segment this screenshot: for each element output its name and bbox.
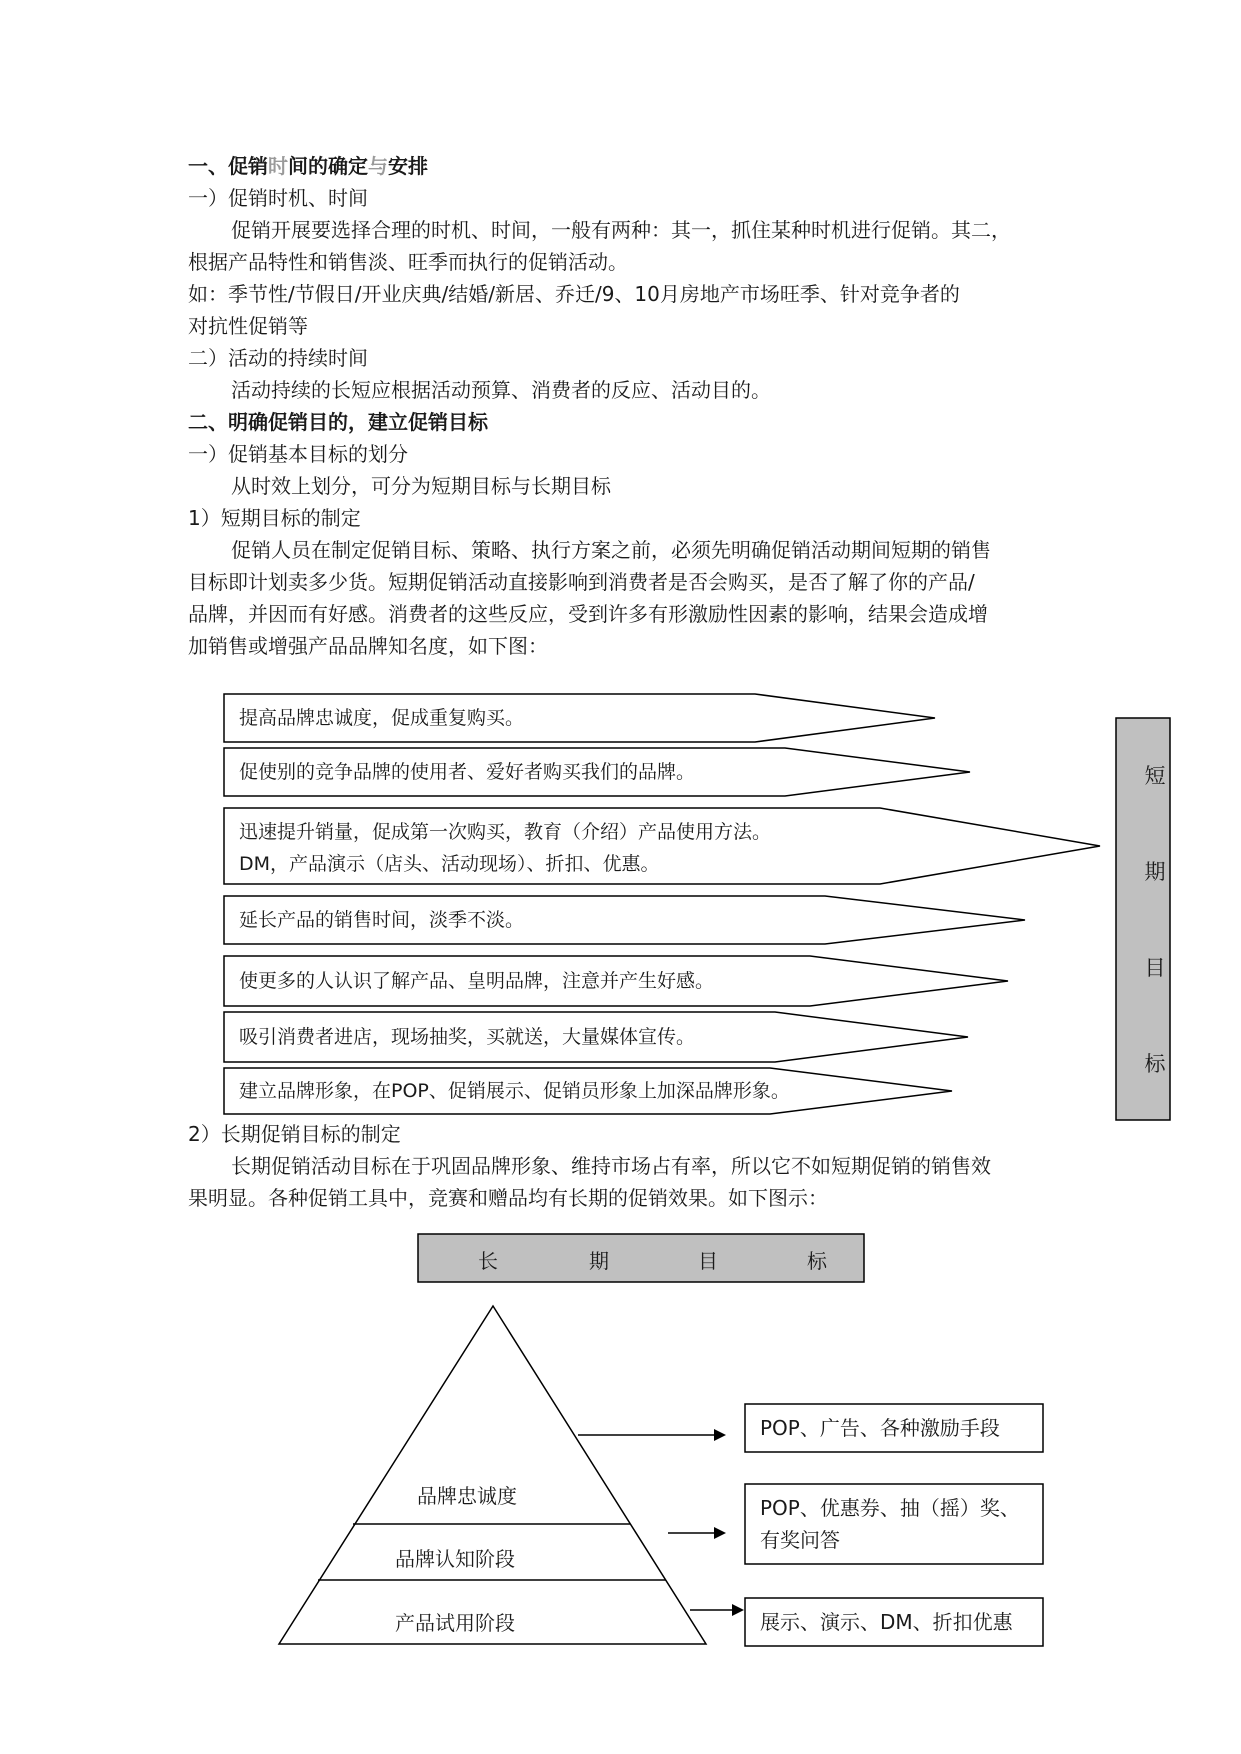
- paragraph-line: 目标即计划卖多少货。短期促销活动直接影响到消费者是否会购买，是否了解了你的产品/: [188, 570, 975, 594]
- method-box-text: POP、优惠券、抽（摇）奖、: [760, 1496, 1020, 1520]
- pyramid-triangle: [279, 1306, 706, 1644]
- arrowhead: [714, 1429, 726, 1441]
- long-term-header-char: 目: [698, 1249, 718, 1273]
- paragraph-line: 从时效上划分，可分为短期目标与长期目标: [231, 474, 611, 498]
- paragraph-line: 促销开展要选择合理的时机、时间，一般有两种：其一，抓住某种时机进行促销。其二，: [231, 218, 1011, 242]
- pyramid-level-label: 品牌忠诚度: [417, 1484, 517, 1508]
- arrowhead: [714, 1527, 726, 1539]
- subheading: 二）活动的持续时间: [188, 346, 368, 370]
- section-heading-1: 一、促销时间的确定与安排: [188, 154, 428, 178]
- method-box-text: POP、广告、各种激励手段: [760, 1416, 1000, 1440]
- arrow-label: 建立品牌形象，在POP、促销展示、促销员形象上加深品牌形象。: [239, 1080, 790, 1102]
- paragraph-line: 果明显。各种促销工具中，竞赛和赠品均有长期的促销效果。如下图示：: [188, 1186, 828, 1210]
- arrow-label: 提高品牌忠诚度，促成重复购买。: [239, 707, 525, 729]
- paragraph-line: 促销人员在制定促销目标、策略、执行方案之前，必须先明确促销活动期间短期的销售: [231, 538, 991, 562]
- paragraph-line: 根据产品特性和销售淡、旺季而执行的促销活动。: [188, 250, 628, 274]
- arrow-label: 使更多的人认识了解产品、皇明品牌，注意并产生好感。: [239, 970, 715, 992]
- arrow-label: DM，产品演示（店头、活动现场）、折扣、优惠。: [239, 853, 660, 875]
- short-term-label-char: 期: [1144, 860, 1166, 884]
- long-term-header-char: 标: [807, 1249, 827, 1273]
- paragraph-line: 对抗性促销等: [188, 314, 308, 338]
- paragraph-line: 加销售或增强产品品牌知名度，如下图：: [188, 634, 548, 658]
- long-term-header-char: 期: [589, 1249, 609, 1273]
- arrow-label: 延长产品的销售时间，淡季不淡。: [239, 909, 525, 931]
- method-box-text: 展示、演示、DM、折扣优惠: [760, 1610, 1013, 1634]
- short-term-label-char: 短: [1144, 764, 1166, 788]
- arrow-label: 迅速提升销量，促成第一次购买，教育（介绍）产品使用方法。: [239, 821, 772, 843]
- pyramid-level-label: 产品试用阶段: [395, 1611, 515, 1635]
- long-term-header-char: 长: [478, 1249, 498, 1273]
- method-box-text: 有奖问答: [760, 1528, 840, 1552]
- paragraph-line: 如：季节性/节假日/开业庆典/结婚/新居、乔迁/9、10月房地产市场旺季、针对竞争者的: [188, 282, 960, 306]
- paragraph-line: 品牌，并因而有好感。消费者的这些反应，受到许多有形激励性因素的影响，结果会造成增: [188, 602, 988, 626]
- short-term-label-char: 标: [1144, 1052, 1166, 1076]
- paragraph-line: 活动持续的长短应根据活动预算、消费者的反应、活动目的。: [231, 378, 771, 402]
- section-heading-2: 二、明确促销目的，建立促销目标: [188, 410, 488, 434]
- subheading: 一）促销时机、时间: [188, 186, 368, 210]
- pyramid-level-label: 品牌认知阶段: [395, 1547, 515, 1571]
- arrow-label: 吸引消费者进店，现场抽奖，买就送，大量媒体宣传。: [239, 1026, 696, 1048]
- list-item-heading: 2）长期促销目标的制定: [188, 1122, 401, 1146]
- arrowhead: [732, 1604, 744, 1616]
- arrow-label: 促使别的竞争品牌的使用者、爱好者购买我们的品牌。: [239, 761, 696, 783]
- list-item-heading: 1）短期目标的制定: [188, 506, 361, 530]
- paragraph-line: 长期促销活动目标在于巩固品牌形象、维持市场占有率，所以它不如短期促销的销售效: [231, 1154, 991, 1178]
- short-term-label-char: 目: [1144, 956, 1166, 980]
- subheading: 一）促销基本目标的划分: [188, 442, 408, 466]
